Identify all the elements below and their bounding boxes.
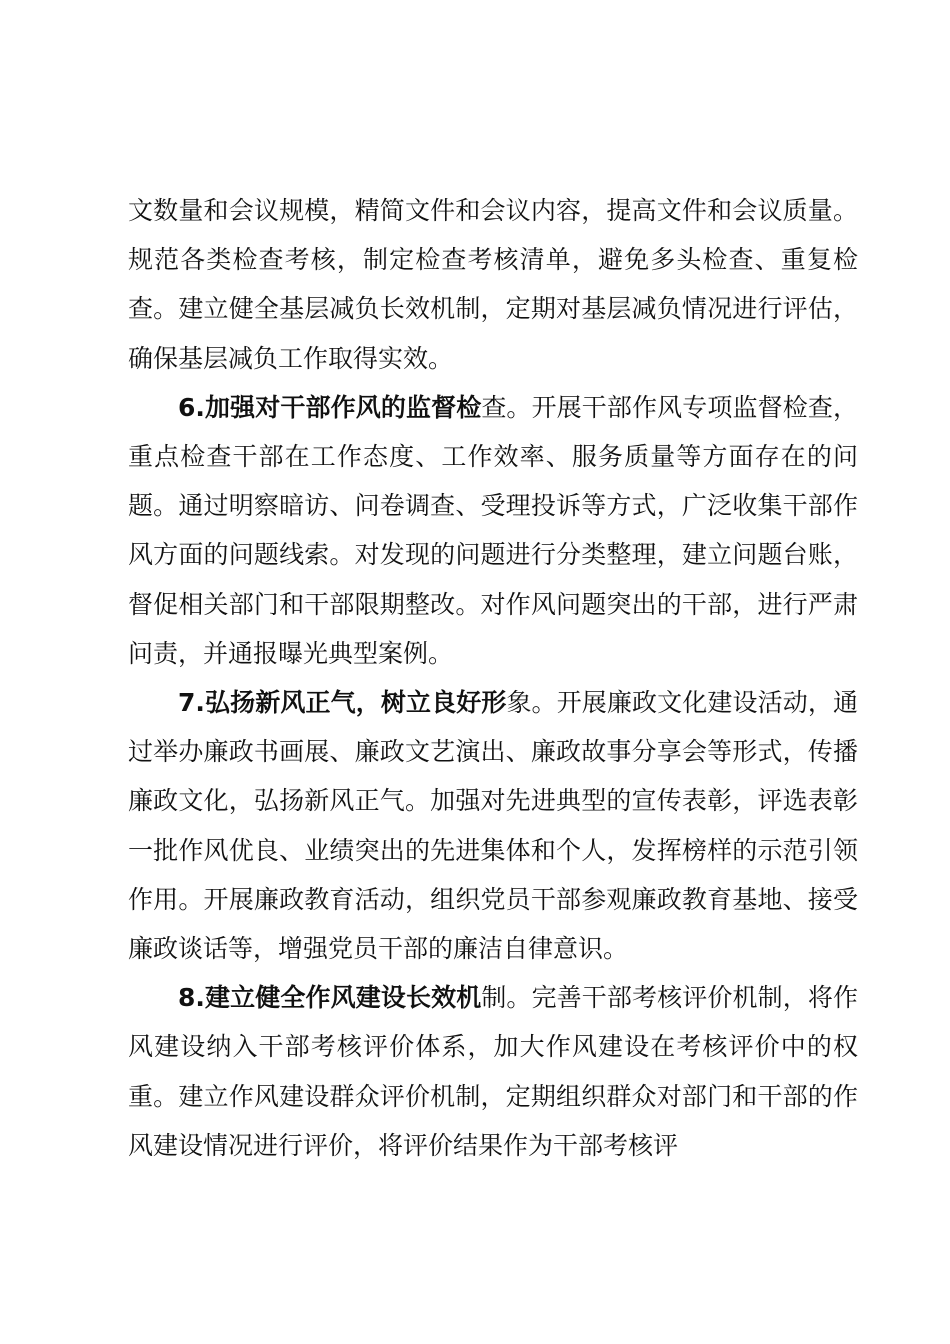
- item-6-body: 开展干部作风专项监督检查，重点检查干部在工作态度、工作效率、服务质量等方面存在的问题。通过明察暗访、问卷调查、受理投诉等方式，广泛收集干部作风方面的问题线索。对发现的问题进行分类整理，建立问题台账，督促相关部门和干部限期整改。对作风问题突出的干部，进行严肃问责，并通报曝光典型案例。: [128, 392, 858, 668]
- paragraph-item-6: [128, 383, 858, 678]
- paragraph-item-7: [128, 678, 858, 973]
- document-body: [128, 186, 858, 1170]
- item-6-heading-tail: 查。: [481, 392, 532, 422]
- paragraph-body: 文数量和会议规模，精简文件和会议内容，提高文件和会议质量。规范各类检查考核，制定检查考核清单，避免多头检查、重复检查。建立健全基层减负长效机制，定期对基层减负情况进行评估，确保基层减负工作取得实效。: [128, 196, 858, 373]
- item-8-heading: 8.建立健全作风建设长效机: [178, 983, 482, 1013]
- item-7-heading-tail: 象。: [506, 688, 557, 718]
- paragraph-continuation: [128, 186, 858, 383]
- item-8-heading-tail: 制。: [481, 983, 532, 1013]
- paragraph-item-8: [128, 973, 858, 1170]
- item-7-heading: 7.弘扬新风正气，树立良好形: [178, 688, 507, 718]
- item-6-heading: 6.加强对干部作风的监督检: [178, 392, 482, 422]
- item-7-body: 开展廉政文化建设活动，通过举办廉政书画展、廉政文艺演出、廉政故事分享会等形式，传播廉政文化，弘扬新风正气。加强对先进典型的宣传表彰，评选表彰一批作风优良、业绩突出的先进集体和个人，发挥榜样的示范引领作用。开展廉政教育活动，组织党员干部参观廉政教育基地、接受廉政谈话等，增强党员干部的廉洁自律意识。: [128, 688, 858, 964]
- item-8-body: 完善干部考核评价机制，将作风建设纳入干部考核评价体系，加大作风建设在考核评价中的权重。建立作风建设群众评价机制，定期组织群众对部门和干部的作风建设情况进行评价，将评价结果作为干部考核评: [128, 983, 858, 1160]
